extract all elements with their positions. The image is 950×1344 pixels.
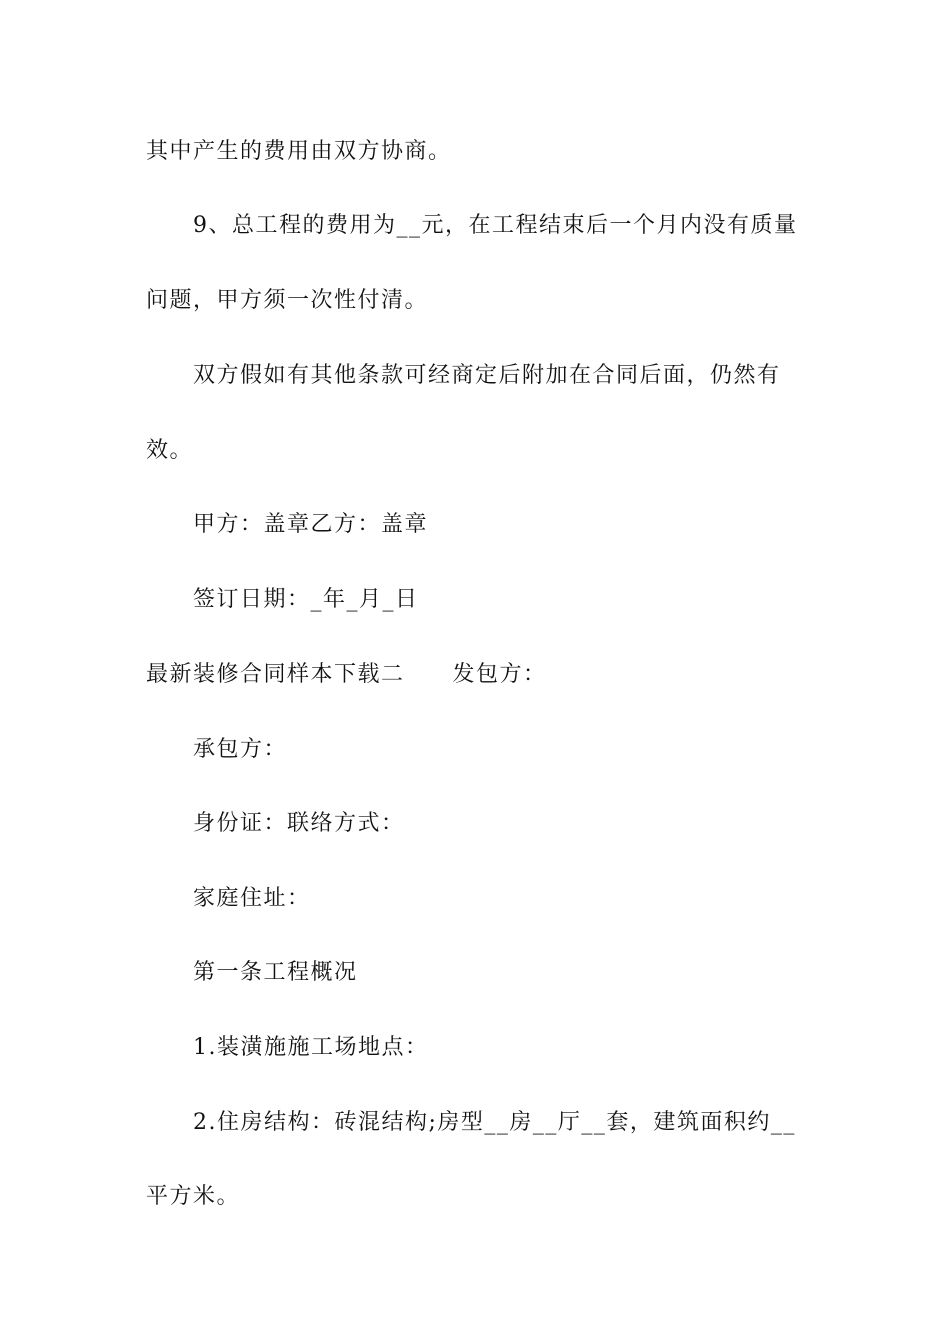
clause-line: 1.装潢施施工场地点：	[193, 1035, 429, 1060]
signing-date-line: 签订日期：_年_月_日	[193, 587, 419, 612]
section-title: 最新装修合同样本下载二	[146, 662, 405, 687]
employer-label: 发包方：	[452, 662, 547, 687]
paragraph-line: 问题，甲方须一次性付清。	[146, 288, 429, 313]
contractor-label: 承包方：	[193, 737, 288, 762]
paragraph-line: 其中产生的费用由双方协商。	[146, 139, 452, 164]
paragraph-line: 效。	[146, 438, 194, 463]
paragraph-line: 双方假如有其他条款可经商定后附加在合同后面，仍然有	[193, 363, 781, 388]
signature-line: 甲方：盖章乙方：盖章	[193, 512, 429, 537]
paragraph-line: 9、总工程的费用为__元，在工程结束后一个月内没有质量	[193, 213, 798, 238]
article-heading: 第一条工程概况	[193, 960, 358, 985]
address-line: 家庭住址：	[193, 886, 311, 911]
id-contact-line: 身份证：联络方式：	[193, 811, 405, 836]
clause-line: 2.住房结构：砖混结构;房型__房__厅__套，建筑面积约__	[193, 1110, 796, 1135]
section-heading-line	[146, 660, 810, 690]
clause-continuation: 平方米。	[146, 1184, 241, 1209]
